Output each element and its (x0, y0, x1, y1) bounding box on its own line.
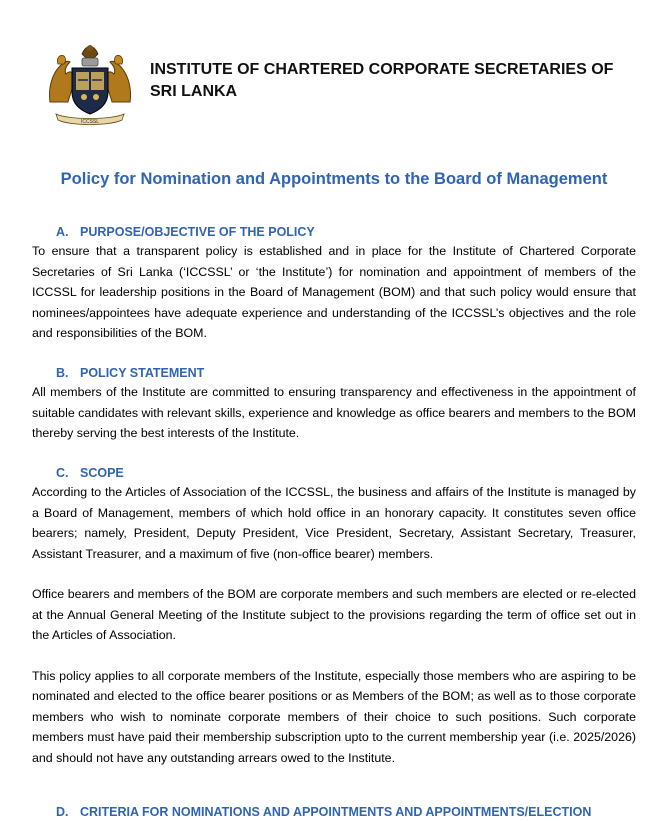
institute-crest-logo (44, 40, 136, 128)
section-letter: B. (56, 366, 69, 380)
section-paragraph: All members of the Institute are committed to ensuring transparency and effectiveness in the appointment of suitable candidates with relevant skills, experience and knowledge as office bearers and members to the BOM thereby serving the best interests of the Institute. (32, 385, 636, 440)
section-paragraph: To ensure that a transparent policy is established and in place for the Institute of Chartered Corporate Secretaries of Sri Lanka (‘ICCSSL’ or ‘the Institute’) for nomination and appointment of members of the ICCSSL for leadership positions in the Board of Management (BOM) and that such policy would ensure that nominees/appointees have adequate experience and understanding of the ICCSSL’s objectives and the role and responsibilities of the BOM. (32, 244, 636, 340)
section-purpose (32, 223, 636, 344)
section-title: PURPOSE/OBJECTIVE OF THE POLICY (80, 225, 315, 239)
section-letter: A. (56, 225, 69, 239)
section-title: SCOPE (80, 466, 124, 480)
section-heading (56, 803, 636, 821)
section-heading (56, 223, 636, 241)
section-heading (56, 464, 636, 482)
section-title: CRITERIA FOR NOMINATIONS AND APPOINTMENTS AND APPOINTMENTS/ELECTION (80, 805, 592, 819)
section-letter: C. (56, 466, 69, 480)
section-heading (56, 364, 636, 382)
section-title: POLICY STATEMENT (80, 366, 205, 380)
section-paragraph: Office bearers and members of the BOM are corporate members and such members are elected or re-elected at the Annual General Meeting of the Institute subject to the provisions regarding the term of office set out in the Articles of Association. (32, 587, 636, 642)
organization-name: INSTITUTE OF CHARTERED CORPORATE SECRETARIES OF SRI LANKA (150, 61, 614, 100)
section-scope (32, 464, 636, 768)
crest-motto-text: ICCSSL (80, 119, 100, 125)
section-letter: D. (56, 805, 69, 819)
section-paragraph: According to the Articles of Association of the ICCSSL, the business and affairs of the Institute is managed by a Board of Management, members of which hold office in an honorary capacity. It constitutes seven office bearers; namely, President, Deputy President, Vice President, Secretary, Assistant Secretary, Treasurer, Assistant Treasurer, and a maximum of five (non-office bearer) members. (32, 485, 636, 561)
section-policy-statement (32, 364, 636, 444)
section-criteria (32, 803, 636, 821)
policy-title: Policy for Nomination and Appointments to the Board of Management (60, 170, 608, 188)
section-paragraph: This policy applies to all corporate members of the Institute, especially those members who are aspiring to be nominated and elected to the office bearer positions or as Members of the BOM; as well as to those corporate members who wish to nominate corporate members of their choice to such positions. Such corporate members must have paid their membership subscription upto to the current membership year (i.e. 2025/2026) and should not have any outstanding arrears owed to the Institute. (32, 668, 636, 765)
